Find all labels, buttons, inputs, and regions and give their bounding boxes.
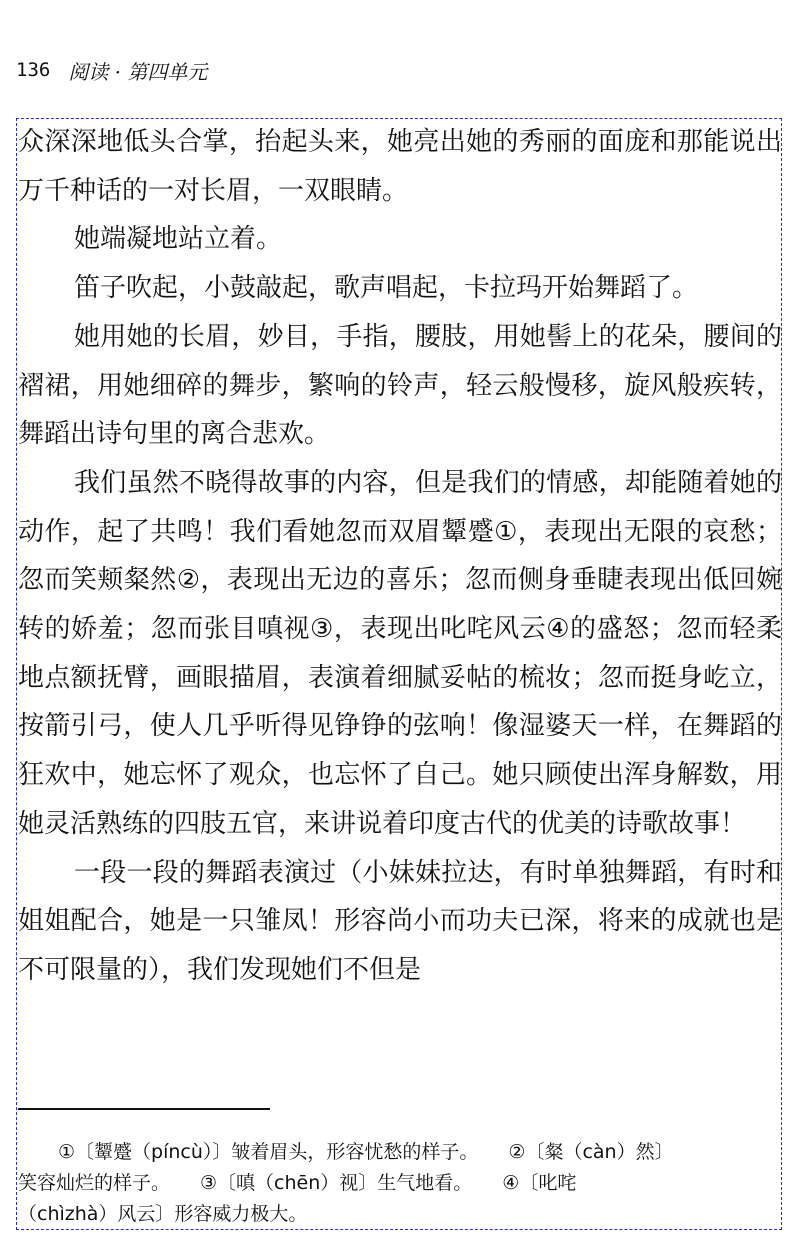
footnote-4-head: ④〔叱咤 [502, 1172, 577, 1194]
paragraph-5: 我们虽然不晓得故事的内容，但是我们的情感，却能随着她的动作，起了共鸣！我们看她忽而双眉颦蹙①，表现出无限的哀愁；忽而笑颊粲然②，表现出无边的喜乐；忽而侧身垂睫表现出低回婉转的娇羞；忽而张目嗔视③，表现出叱咤风云④的盛怒；忽而轻柔地点额抚臂，画眼描眉，表演着细腻妥帖的梳妆；忽而挺身屹立，按箭引弓，使人几乎听得见铮铮的弦响！像湿婆天一样，在舞蹈的狂欢中，她忘怀了观众，也忘怀了自己。她只顾使出浑身解数，用她灵活熟练的四肢五官，来讲说着印度古代的优美的诗歌故事！ [18, 467, 782, 839]
footnote-2-tail: 笑容灿烂的样子。 [18, 1172, 171, 1194]
paragraph-1: 众深深地低头合掌，抬起头来，她亮出她的秀丽的面庞和那能说出万千种话的一对长眉，一双眼睛。 [18, 127, 782, 206]
paragraph-4: 她用她的长眉，妙目，手指，腰肢，用她髻上的花朵，腰间的褶裙，用她细碎的舞步，繁响的铃声，轻云般慢移，旋风般疾转，舞蹈出诗句里的离合悲欢。 [18, 321, 782, 450]
body-text [18, 118, 782, 995]
footnote-2-head: ②〔粲（càn）然〕 [508, 1141, 674, 1163]
footnote-3: ③〔嗔（chēn）视〕生气地看。 [200, 1172, 473, 1194]
footnote-line-3: （chìzhà）风云〕形容威力极大。 [18, 1203, 308, 1225]
paragraph-6: 一段一段的舞蹈表演过（小妹妹拉达，有时单独舞蹈，有时和姐姐配合，她是一只雏凤！形容尚小而功夫已深，将来的成就也是不可限量的），我们发现她们不但是 [18, 857, 782, 985]
footnote-divider [18, 1108, 270, 1110]
footnote-1: ①〔颦蹙（píncù）〕皱着眉头，形容忧愁的样子。 [58, 1141, 479, 1163]
section-title: 阅读 · 第四单元 [68, 59, 208, 84]
footnote-line-1 [58, 1137, 780, 1168]
footnote-line-2 [18, 1168, 780, 1199]
footnotes [18, 1137, 780, 1230]
paragraph-2: 她端凝地站立着。 [74, 224, 283, 255]
page-header [16, 56, 207, 84]
page-number: 136 [16, 59, 51, 81]
paragraph-3: 笛子吹起，小鼓敲起，歌声唱起，卡拉玛开始舞蹈了。 [74, 273, 699, 304]
